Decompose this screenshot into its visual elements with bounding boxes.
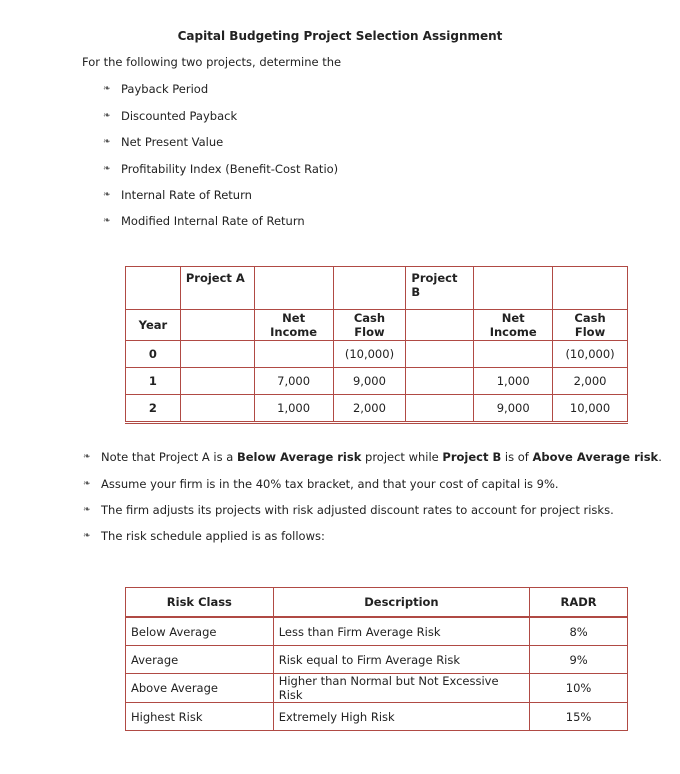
radr-cell: 9%: [530, 646, 628, 674]
task-item: [103, 188, 252, 202]
radr-cell: 10%: [530, 674, 628, 703]
task-item: [103, 135, 223, 149]
table-row: [126, 588, 628, 618]
b-cash-flow-cell: 10,000: [553, 395, 628, 423]
table-row: [126, 267, 628, 310]
year-cell: 0: [126, 341, 181, 368]
risk-schedule-table: [125, 587, 628, 731]
bullet-icon: ❧: [103, 190, 110, 200]
task-item: [103, 109, 237, 123]
b-net-income-cell: 9,000: [474, 395, 553, 423]
table-row: [126, 646, 628, 674]
table-row: [126, 395, 628, 423]
task-item: [103, 214, 305, 228]
description-header: Description: [273, 588, 529, 618]
b-cash-flow-header: Cash Flow: [553, 310, 628, 341]
task-item: [103, 162, 338, 176]
radr-header: RADR: [530, 588, 628, 618]
bullet-icon: ❧: [83, 505, 90, 515]
description-cell: Less than Firm Average Risk: [273, 617, 529, 646]
table-row: [126, 341, 628, 368]
a-net-income-cell: 7,000: [254, 368, 333, 395]
task-label: Discounted Payback: [121, 109, 238, 123]
a-net-income-cell: 1,000: [254, 395, 333, 423]
bullet-icon: ❧: [83, 531, 90, 541]
risk-class-header: Risk Class: [126, 588, 274, 618]
task-label: Net Present Value: [121, 135, 224, 149]
table-row: [126, 617, 628, 646]
year-header: Year: [126, 310, 181, 341]
note-risk-levels: ❧ Note that Project A is a Below Average risk project while Project B is of Above Average risk.: [83, 450, 662, 464]
b-cash-flow-cell: 2,000: [553, 368, 628, 395]
risk-class-cell: Highest Risk: [126, 703, 274, 731]
bullet-icon: ❧: [83, 452, 90, 462]
description-cell: Higher than Normal but Not Excessive Risk: [273, 674, 529, 703]
a-net-income-header: Net Income: [254, 310, 333, 341]
bullet-icon: ❧: [103, 137, 110, 147]
intro-text: For the following two projects, determine the: [82, 55, 342, 69]
bullet-icon: ❧: [103, 111, 110, 121]
bullet-icon: ❧: [83, 479, 90, 489]
project-a-header: Project A: [180, 267, 254, 310]
page-title: Capital Budgeting Project Selection Assignment: [177, 29, 503, 43]
risk-class-cell: Above Average: [126, 674, 274, 703]
a-cash-flow-cell: 2,000: [333, 395, 406, 423]
radr-cell: 15%: [530, 703, 628, 731]
task-label: Internal Rate of Return: [121, 188, 252, 202]
b-net-income-cell: [474, 341, 553, 368]
note-tax: ❧ Assume your firm is in the 40% tax bracket, and that your cost of capital is 9%.: [83, 477, 559, 491]
a-cash-flow-cell: (10,000): [333, 341, 406, 368]
b-net-income-header: Net Income: [474, 310, 553, 341]
bullet-icon: ❧: [103, 164, 110, 174]
table-row: [126, 703, 628, 731]
b-cash-flow-cell: (10,000): [553, 341, 628, 368]
table-row: [126, 674, 628, 703]
table-row: [126, 310, 628, 341]
radr-cell: 8%: [530, 617, 628, 646]
risk-class-cell: Average: [126, 646, 274, 674]
task-item: [103, 82, 208, 96]
bullet-icon: ❧: [103, 84, 110, 94]
task-label: Modified Internal Rate of Return: [121, 214, 305, 228]
description-cell: Extremely High Risk: [273, 703, 529, 731]
year-cell: 1: [126, 368, 181, 395]
project-b-header: Project B: [406, 267, 474, 310]
a-cash-flow-header: Cash Flow: [333, 310, 406, 341]
task-label: Profitability Index (Benefit-Cost Ratio): [121, 162, 339, 176]
risk-class-cell: Below Average: [126, 617, 274, 646]
note-schedule: ❧ The risk schedule applied is as follows:: [83, 529, 325, 543]
task-label: Payback Period: [121, 82, 209, 96]
year-cell: 2: [126, 395, 181, 423]
a-net-income-cell: [254, 341, 333, 368]
projects-table: [125, 266, 628, 424]
b-net-income-cell: 1,000: [474, 368, 553, 395]
note-radr: ❧ The firm adjusts its projects with risk adjusted discount rates to account for project risks.: [83, 503, 614, 517]
table-row: [126, 368, 628, 395]
a-cash-flow-cell: 9,000: [333, 368, 406, 395]
bullet-icon: ❧: [103, 216, 110, 226]
description-cell: Risk equal to Firm Average Risk: [273, 646, 529, 674]
